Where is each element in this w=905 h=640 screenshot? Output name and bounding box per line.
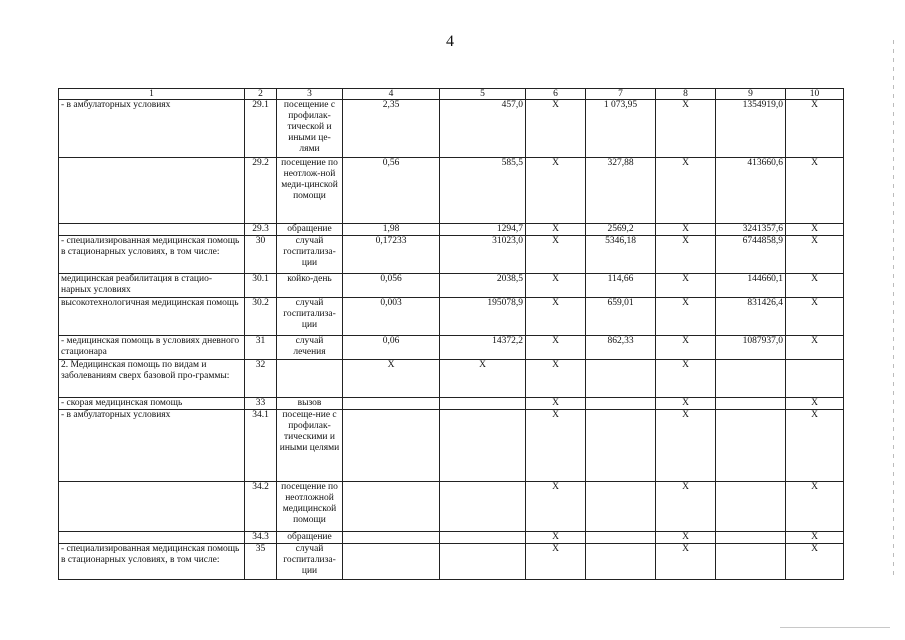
value-cell: 0,06 bbox=[343, 336, 440, 360]
row-code: 32 bbox=[245, 360, 277, 398]
value-cell: 1294,7 bbox=[440, 224, 526, 236]
value-cell bbox=[343, 410, 440, 482]
value-cell: X bbox=[656, 100, 716, 158]
value-cell: 2,35 bbox=[343, 100, 440, 158]
value-cell bbox=[586, 398, 656, 410]
unit-cell: обращение bbox=[277, 532, 343, 544]
value-cell: X bbox=[786, 158, 844, 224]
header-cell: 2 bbox=[245, 89, 277, 100]
header-cell: 4 bbox=[343, 89, 440, 100]
row-code: 30 bbox=[245, 236, 277, 274]
row-code: 29.2 bbox=[245, 158, 277, 224]
value-cell: 6744858,9 bbox=[716, 236, 786, 274]
header-cell: 1 bbox=[59, 89, 245, 100]
header-cell: 6 bbox=[526, 89, 586, 100]
value-cell: X bbox=[526, 100, 586, 158]
table-row bbox=[59, 360, 844, 398]
table-row bbox=[59, 544, 844, 580]
value-cell bbox=[786, 360, 844, 398]
value-cell: X bbox=[786, 482, 844, 532]
value-cell: X bbox=[656, 398, 716, 410]
row-label: высокотехнологичная медицинская помощь bbox=[59, 298, 245, 336]
table-row bbox=[59, 482, 844, 532]
value-cell: X bbox=[526, 360, 586, 398]
unit-cell bbox=[277, 360, 343, 398]
row-label bbox=[59, 532, 245, 544]
header-cell: 9 bbox=[716, 89, 786, 100]
value-cell: 457,0 bbox=[440, 100, 526, 158]
value-cell bbox=[586, 532, 656, 544]
value-cell: X bbox=[526, 274, 586, 298]
value-cell: 1,98 bbox=[343, 224, 440, 236]
row-label: - скорая медицинская помощь bbox=[59, 398, 245, 410]
value-cell bbox=[716, 544, 786, 580]
row-label: 2. Медицинская помощь по видам и заболеваниям сверх базовой про-граммы: bbox=[59, 360, 245, 398]
value-cell: X bbox=[526, 544, 586, 580]
row-code: 34.2 bbox=[245, 482, 277, 532]
table-row bbox=[59, 236, 844, 274]
unit-cell: посеще-ние с профилак-тическими и иными целями bbox=[277, 410, 343, 482]
row-label: - в амбулаторных условиях bbox=[59, 100, 245, 158]
value-cell: X bbox=[786, 224, 844, 236]
row-code: 34.3 bbox=[245, 532, 277, 544]
row-label: - в амбулаторных условиях bbox=[59, 410, 245, 482]
row-code: 34.1 bbox=[245, 410, 277, 482]
value-cell: 3241357,6 bbox=[716, 224, 786, 236]
value-cell bbox=[440, 410, 526, 482]
value-cell bbox=[343, 544, 440, 580]
unit-cell: случай лечения bbox=[277, 336, 343, 360]
unit-cell: вызов bbox=[277, 398, 343, 410]
unit-cell: посещение по неотложной медицинской помощи bbox=[277, 482, 343, 532]
value-cell: 2038,5 bbox=[440, 274, 526, 298]
value-cell: 0,003 bbox=[343, 298, 440, 336]
unit-cell: случай госпитализа-ции bbox=[277, 544, 343, 580]
table-row bbox=[59, 224, 844, 236]
value-cell bbox=[343, 398, 440, 410]
value-cell bbox=[586, 410, 656, 482]
value-cell bbox=[440, 544, 526, 580]
unit-cell: случай госпитализа-ции bbox=[277, 236, 343, 274]
page-number: 4 bbox=[446, 33, 454, 50]
value-cell: X bbox=[656, 410, 716, 482]
value-cell: X bbox=[656, 544, 716, 580]
value-cell: 14372,2 bbox=[440, 336, 526, 360]
value-cell bbox=[716, 482, 786, 532]
row-code: 30.1 bbox=[245, 274, 277, 298]
unit-cell: койко-день bbox=[277, 274, 343, 298]
value-cell: 327,88 bbox=[586, 158, 656, 224]
row-label: - специализированная медицинская помощь в стационарных условиях, в том числе: bbox=[59, 236, 245, 274]
value-cell: X bbox=[786, 274, 844, 298]
value-cell: X bbox=[656, 360, 716, 398]
row-label bbox=[59, 224, 245, 236]
table-row bbox=[59, 298, 844, 336]
table-row bbox=[59, 100, 844, 158]
value-cell: X bbox=[440, 360, 526, 398]
value-cell: X bbox=[656, 236, 716, 274]
value-cell bbox=[586, 360, 656, 398]
value-cell: X bbox=[656, 336, 716, 360]
data-table bbox=[58, 88, 844, 580]
unit-cell: посещение с профилак-тической и иными це-лями bbox=[277, 100, 343, 158]
value-cell: X bbox=[526, 532, 586, 544]
row-code: 29.1 bbox=[245, 100, 277, 158]
table-row bbox=[59, 532, 844, 544]
value-cell: 413660,6 bbox=[716, 158, 786, 224]
value-cell: 144660,1 bbox=[716, 274, 786, 298]
row-label: медицинская реабилитация в стацио-нарных условиях bbox=[59, 274, 245, 298]
value-cell: X bbox=[786, 236, 844, 274]
row-code: 35 bbox=[245, 544, 277, 580]
value-cell bbox=[343, 482, 440, 532]
value-cell: X bbox=[526, 336, 586, 360]
value-cell: X bbox=[526, 224, 586, 236]
row-code: 33 bbox=[245, 398, 277, 410]
table-row bbox=[59, 158, 844, 224]
value-cell: 585,5 bbox=[440, 158, 526, 224]
value-cell bbox=[586, 544, 656, 580]
value-cell bbox=[343, 532, 440, 544]
value-cell: X bbox=[656, 532, 716, 544]
value-cell: 831426,4 bbox=[716, 298, 786, 336]
value-cell: 1 073,95 bbox=[586, 100, 656, 158]
value-cell: 862,33 bbox=[586, 336, 656, 360]
header-cell: 8 bbox=[656, 89, 716, 100]
value-cell: X bbox=[656, 274, 716, 298]
value-cell: 0,17233 bbox=[343, 236, 440, 274]
value-cell: 0,056 bbox=[343, 274, 440, 298]
row-code: 30.2 bbox=[245, 298, 277, 336]
value-cell: X bbox=[526, 482, 586, 532]
value-cell: X bbox=[526, 398, 586, 410]
value-cell: X bbox=[786, 336, 844, 360]
table-row bbox=[59, 398, 844, 410]
value-cell: X bbox=[526, 410, 586, 482]
header-cell: 7 bbox=[586, 89, 656, 100]
value-cell: X bbox=[786, 298, 844, 336]
row-code: 29.3 bbox=[245, 224, 277, 236]
value-cell bbox=[716, 360, 786, 398]
value-cell bbox=[440, 398, 526, 410]
header-cell: 10 bbox=[786, 89, 844, 100]
value-cell bbox=[440, 482, 526, 532]
value-cell: 659,01 bbox=[586, 298, 656, 336]
value-cell bbox=[716, 532, 786, 544]
value-cell: 2569,2 bbox=[586, 224, 656, 236]
scan-artifact bbox=[893, 40, 894, 580]
table-row bbox=[59, 410, 844, 482]
row-label bbox=[59, 482, 245, 532]
value-cell: 1087937,0 bbox=[716, 336, 786, 360]
row-label bbox=[59, 158, 245, 224]
row-label: - специализированная медицинская помощь в стационарных условиях, в том числе: bbox=[59, 544, 245, 580]
header-row bbox=[59, 89, 844, 100]
value-cell: X bbox=[786, 398, 844, 410]
value-cell bbox=[440, 532, 526, 544]
value-cell bbox=[716, 410, 786, 482]
value-cell: X bbox=[786, 410, 844, 482]
value-cell: X bbox=[526, 236, 586, 274]
value-cell: X bbox=[343, 360, 440, 398]
value-cell: 5346,18 bbox=[586, 236, 656, 274]
value-cell: X bbox=[656, 224, 716, 236]
unit-cell: посещение по неотлож-ной меди-цинской помощи bbox=[277, 158, 343, 224]
value-cell: X bbox=[786, 544, 844, 580]
value-cell: 31023,0 bbox=[440, 236, 526, 274]
unit-cell: случай госпитализа-ции bbox=[277, 298, 343, 336]
value-cell: 1354919,0 bbox=[716, 100, 786, 158]
unit-cell: обращение bbox=[277, 224, 343, 236]
table-row bbox=[59, 336, 844, 360]
value-cell: X bbox=[786, 532, 844, 544]
value-cell: X bbox=[786, 100, 844, 158]
table-row bbox=[59, 274, 844, 298]
value-cell bbox=[586, 482, 656, 532]
value-cell: X bbox=[656, 298, 716, 336]
value-cell: X bbox=[526, 158, 586, 224]
value-cell: 0,56 bbox=[343, 158, 440, 224]
value-cell: X bbox=[526, 298, 586, 336]
header-cell: 5 bbox=[440, 89, 526, 100]
value-cell: X bbox=[656, 482, 716, 532]
header-cell: 3 bbox=[277, 89, 343, 100]
row-label: - медицинская помощь в условиях дневного стационара bbox=[59, 336, 245, 360]
scan-artifact bbox=[780, 627, 890, 628]
row-code: 31 bbox=[245, 336, 277, 360]
value-cell: 114,66 bbox=[586, 274, 656, 298]
value-cell: X bbox=[656, 158, 716, 224]
value-cell: 195078,9 bbox=[440, 298, 526, 336]
value-cell bbox=[716, 398, 786, 410]
